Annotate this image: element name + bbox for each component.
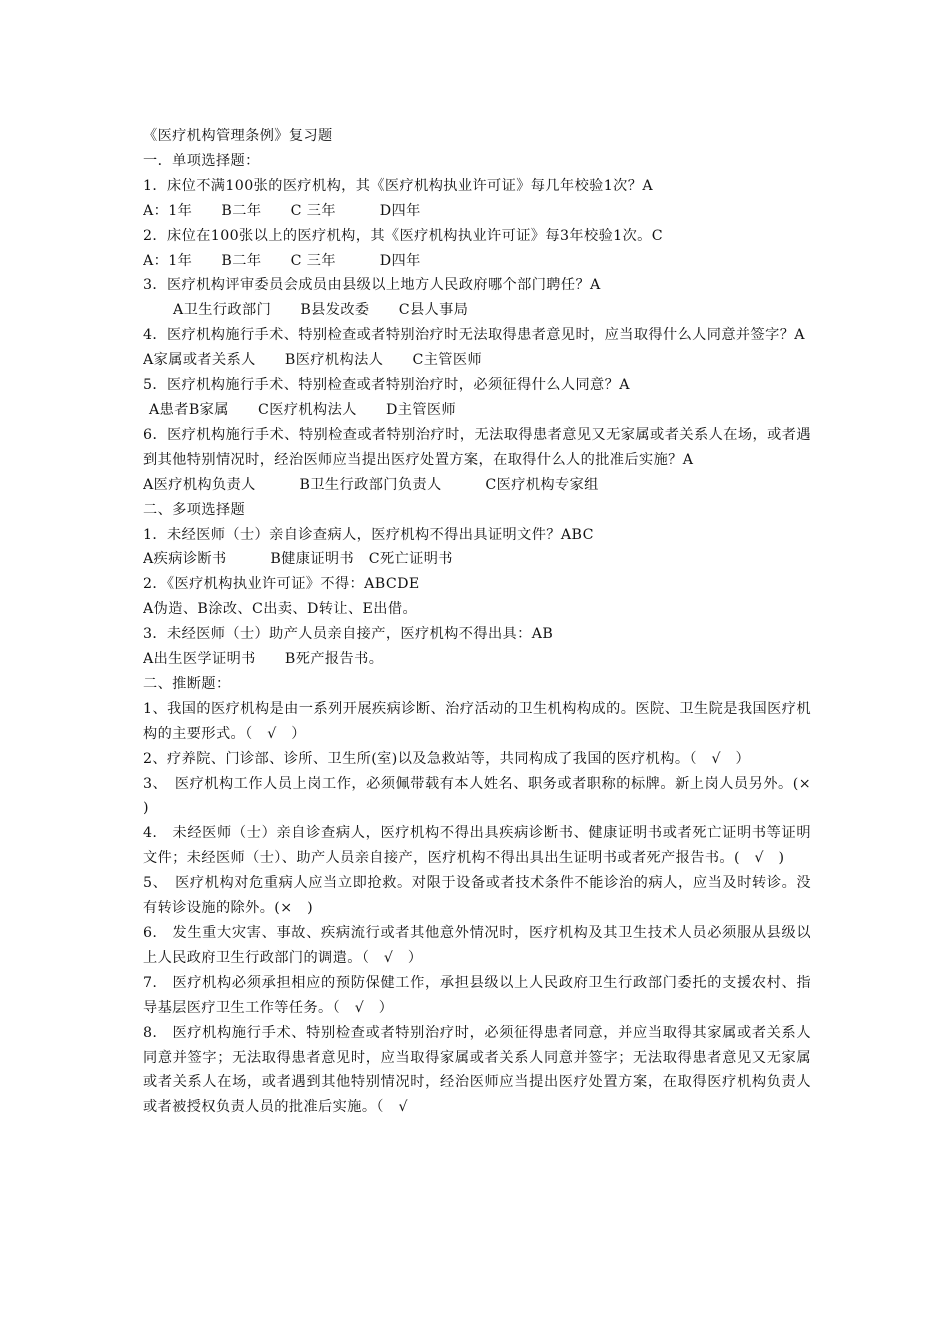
question-text: 3．未经医师（士）助产人员亲自接产，医疗机构不得出具：AB [143,626,554,643]
document-page [143,124,826,1120]
section-heading-single-choice: 一．单项选择题： [143,152,260,169]
answer-options: A：1年 B二年 C 三年 D四年 [143,252,421,269]
answer-options: A伪造、B涂改、C出卖、D转让、E出借。 [143,601,418,618]
answer-options: A疾病诊断书 B健康证明书 C死亡证明书 [143,551,453,568]
section-heading-judgement: 二、推断题： [143,675,231,692]
question-text: 2．《医疗机构执业许可证》不得：ABCDE [143,576,420,593]
answer-options: A出生医学证明书 B死产报告书。 [143,651,384,668]
answer-options: A卫生行政部门 B县发改委 C县人事局 [173,302,469,319]
section-heading-multiple-choice: 二、多项选择题 [143,501,246,518]
answer-options: A医疗机构负责人 B卫生行政部门负责人 C医疗机构专家组 [143,476,599,493]
question-text: 6．医疗机构施行手术、特别检查或者特别治疗时，无法取得患者意见又无家属或者关系人在场，或者遇到其他特别情况时，经治医师应当提出医疗处置方案，在取得什么人的批准后实施？A [143,426,811,468]
question-text: 4．医疗机构施行手术、特别检查或者特别治疗时无法取得患者意见时，应当取得什么人同意并签字？A [143,327,805,344]
document-title: 《医疗机构管理条例》复习题 [143,128,333,144]
question-text: 5．医疗机构施行手术、特别检查或者特别治疗时，必须征得什么人同意？A [143,377,630,394]
question-text: 3．医疗机构评审委员会成员由县级以上地方人民政府哪个部门聘任？A [143,277,601,294]
judgement-item: 2、疗养院、门诊部、诊所、卫生所(室)以及急救站等，共同构成了我国的医疗机构。（ √ ） [143,750,751,767]
answer-options: A家属或者关系人 B医疗机构法人 C主管医师 [143,352,483,369]
judgement-item: 8. 医疗机构施行手术、特别检查或者特别治疗时，必须征得患者同意，并应当取得其家属或者关系人同意并签字；无法取得患者意见时，应当取得家属或者关系人同意并签字；无法取得患者意见又无家属或者关系人在场，或者遇到其他特别情况时，经治医师应当提出医疗处置方案，在取得医疗机构负责人或者被授权负责人员的批准后实施。（ √ [143,1024,811,1116]
judgement-item: 1、我国的医疗机构是由一系列开展疾病诊断、治疗活动的卫生机构构成的。医院、卫生院是我国医疗机构的主要形式。（ √ ） [143,700,811,742]
judgement-item: 5、 医疗机构对危重病人应当立即抢救。对限于设备或者技术条件不能诊治的病人，应当及时转诊。没有转诊设施的除外。(× ) [143,875,811,917]
judgement-item: 7. 医疗机构必须承担相应的预防保健工作，承担县级以上人民政府卫生行政部门委托的支援农村、指导基层医疗卫生工作等任务。（ √ ） [143,974,811,1016]
question-text: 1．床位不满100张的医疗机构，其《医疗机构执业许可证》每几年校验1次？A [143,177,653,194]
answer-options: A患者B家属 C医疗机构法人 D主管医师 [149,401,457,418]
question-text: 1．未经医师（士）亲自诊查病人，医疗机构不得出具证明文件？ABC [143,526,594,543]
question-text: 2．床位在100张以上的医疗机构，其《医疗机构执业许可证》每3年校验1次。C [143,227,664,244]
answer-options: A：1年 B二年 C 三年 D四年 [143,202,421,219]
judgement-item: 6. 发生重大灾害、事故、疾病流行或者其他意外情况时，医疗机构及其卫生技术人员必须服从县级以上人民政府卫生行政部门的调遣。（ √ ） [143,925,811,966]
judgement-item: 4. 未经医师（士）亲自诊查病人，医疗机构不得出具疾病诊断书、健康证明书或者死亡证明书等证明文件；未经医师（士）、助产人员亲自接产，医疗机构不得出具出生证明书或者死产报告书。( √ ) [143,825,811,867]
judgement-item: 3、 医疗机构工作人员上岗工作，必须佩带载有本人姓名、职务或者职称的标牌。新上岗人员另外。(× ) [143,775,826,817]
